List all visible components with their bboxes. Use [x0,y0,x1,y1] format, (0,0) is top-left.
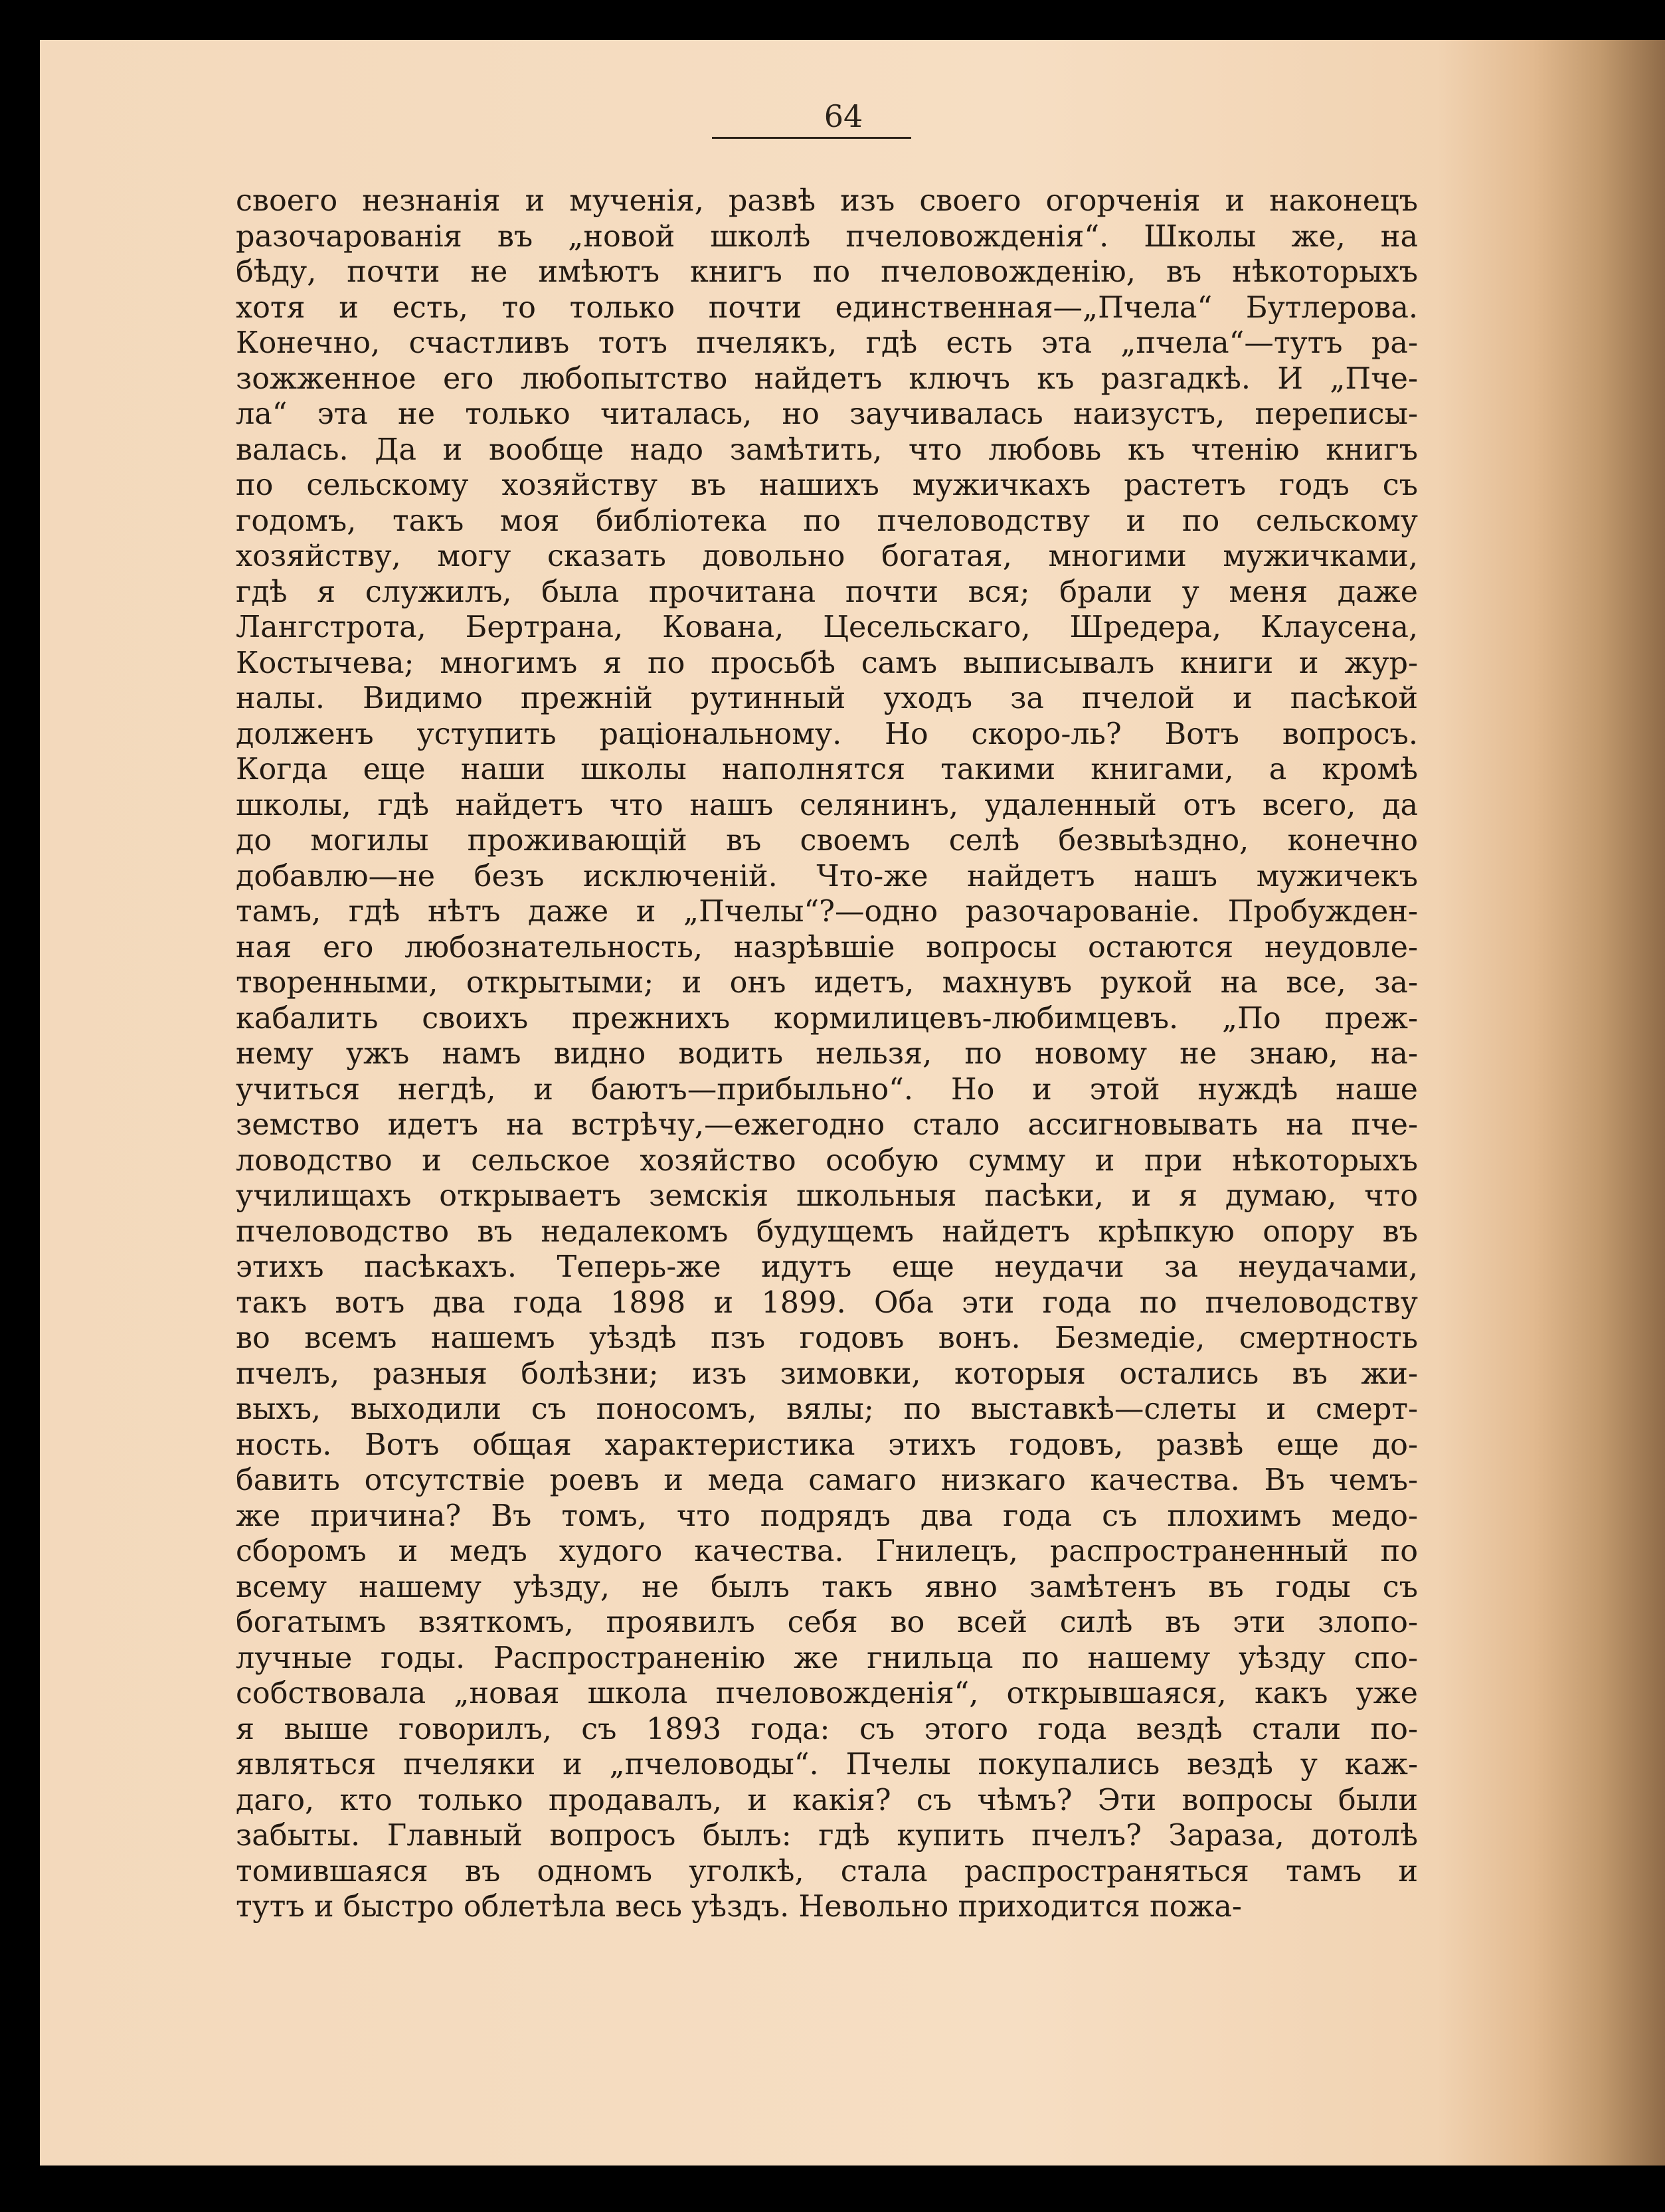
text-line: школы, гдѣ найдетъ что нашъ селянинъ, удаленный отъ всего, да [236,788,1418,822]
text-line: ная его любознательность, назрѣвшіе вопросы остаются неудовле- [236,930,1418,965]
text-line: во всемъ нашемъ уѣздѣ пзъ годовъ вонъ. Безмедіе, смертность [236,1321,1418,1355]
text-line: Костычева; многимъ я по просьбѣ самъ выписывалъ книги и жур- [236,646,1418,680]
text-line: годомъ, такъ моя библіотека по пчеловодству и по сельскому [236,504,1418,538]
text-line: земство идетъ на встрѣчу,—ежегодно стало ассигновывать на пче- [236,1108,1418,1142]
text-line: долженъ уступить раціональному. Но скоро-ль? Вотъ вопросъ. [236,717,1418,751]
text-line: пчеловодство въ недалекомъ будущемъ найдетъ крѣпкую опору въ [236,1214,1418,1249]
body-text [236,183,1418,1925]
text-line: ла“ эта не только читалась, но заучивалась наизустъ, переписы- [236,397,1418,431]
text-line: я выше говорилъ, съ 1893 года: съ этого года вездѣ стали по- [236,1712,1418,1746]
book-page [40,40,1665,2166]
text-line: тамъ, гдѣ нѣтъ даже и „Пчелы“?—одно разочарованіе. Пробужден- [236,895,1418,929]
text-line: бѣду, почти не имѣютъ книгъ по пчеловожденію, въ нѣкоторыхъ [236,255,1418,289]
text-line: хозяйству, могу сказать довольно богатая, многими мужичками, [236,539,1418,573]
text-line: всему нашему уѣзду, не былъ такъ явно замѣтенъ въ годы съ [236,1570,1418,1604]
text-line: сборомъ и медъ худого качества. Гнилецъ, распространенный по [236,1534,1418,1568]
text-line: разочарованія въ „новой школѣ пчеловожденія“. Школы же, на [236,219,1418,254]
text-line: гдѣ я служилъ, была прочитана почти вся; брали у меня даже [236,575,1418,609]
text-line: творенными, открытыми; и онъ идетъ, махнувъ рукой на все, за- [236,966,1418,1000]
text-line: Конечно, счастливъ тотъ пчелякъ, гдѣ есть эта „пчела“—тутъ ра- [236,326,1418,360]
text-line: богатымъ взяткомъ, проявилъ себя во всей силѣ въ эти злопо- [236,1606,1418,1639]
text-line: учиться негдѣ, и баютъ—прибыльно“. Но и этой нуждѣ наше [236,1072,1418,1107]
text-line: зожженное его любопытство найдетъ ключъ къ разгадкѣ. И „Пче- [236,361,1418,396]
text-line: по сельскому хозяйству въ нашихъ мужичкахъ растетъ годъ съ [236,468,1418,502]
text-line: являться пчеляки и „пчеловоды“. Пчелы покупались вездѣ у каж- [236,1748,1418,1782]
text-line: бавить отсутствіе роевъ и меда самаго низкаго качества. Въ чемъ- [236,1463,1418,1497]
text-line: же причина? Въ томъ, что подрядъ два года съ плохимъ медо- [236,1499,1418,1533]
text-line: томившаяся въ одномъ уголкѣ, стала распространяться тамъ и [236,1854,1418,1889]
text-line: до могилы проживающій въ своемъ селѣ безвыѣздно, конечно [236,824,1418,858]
text-line: Лангстрота, Бертрана, Кована, Цесельскаго, Шредера, Клаусена, [236,610,1418,644]
text-line: кабалить своихъ прежнихъ кормилицевъ-любимцевъ. „По преж- [236,1001,1418,1036]
text-line: своего незнанія и мученія, развѣ изъ своего огорченія и наконецъ [236,184,1418,218]
text-line: пчелъ, разныя болѣзни; изъ зимовки, которыя остались въ жи- [236,1356,1418,1391]
text-line: такъ вотъ два года 1898 и 1899. Оба эти года по пчеловодству [236,1285,1418,1320]
text-line: добавлю—не безъ исключеній. Что-же найдетъ нашъ мужичекъ [236,859,1418,893]
text-line: ловодство и сельское хозяйство особую сумму и при нѣкоторыхъ [236,1143,1418,1178]
text-line: валась. Да и вообще надо замѣтить, что любовь къ чтенію книгъ [236,432,1418,467]
page-number-rule [712,137,911,139]
text-line: лучные годы. Распространенію же гнильца по нашему уѣзду спо- [236,1641,1418,1675]
text-line: этихъ пасѣкахъ. Теперь-же идутъ еще неудачи за неудачами, [236,1250,1418,1284]
text-line: выхъ, выходили съ поносомъ, вялы; по выставкѣ—слеты и смерт- [236,1392,1418,1426]
text-line: Когда еще наши школы наполнятся такими книгами, а кромѣ [236,753,1418,786]
text-line: налы. Видимо прежній рутинный уходъ за пчелой и пасѣкой [236,682,1418,715]
text-line: даго, кто только продавалъ, и какія? съ чѣмъ? Эти вопросы были [236,1783,1418,1817]
text-line: забыты. Главный вопросъ былъ: гдѣ купить пчелъ? Зараза, дотолѣ [236,1819,1418,1853]
text-line: училищахъ открываетъ земскія школьныя пасѣки, и я думаю, что [236,1179,1418,1213]
page-number: 64 [824,98,863,134]
text-line: ность. Вотъ общая характеристика этихъ годовъ, развѣ еще до- [236,1428,1418,1462]
text-line: собствовала „новая школа пчеловожденія“, открывшаяся, какъ уже [236,1677,1418,1710]
text-line: тутъ и быстро облетѣла весь уѣздъ. Невольно приходится пожа- [236,1890,1242,1924]
text-line: нему ужъ намъ видно водить нельзя, по новому не знаю, на- [236,1037,1418,1071]
text-line: хотя и есть, то только почти единственная—„Пчела“ Бутлерова. [236,290,1418,325]
